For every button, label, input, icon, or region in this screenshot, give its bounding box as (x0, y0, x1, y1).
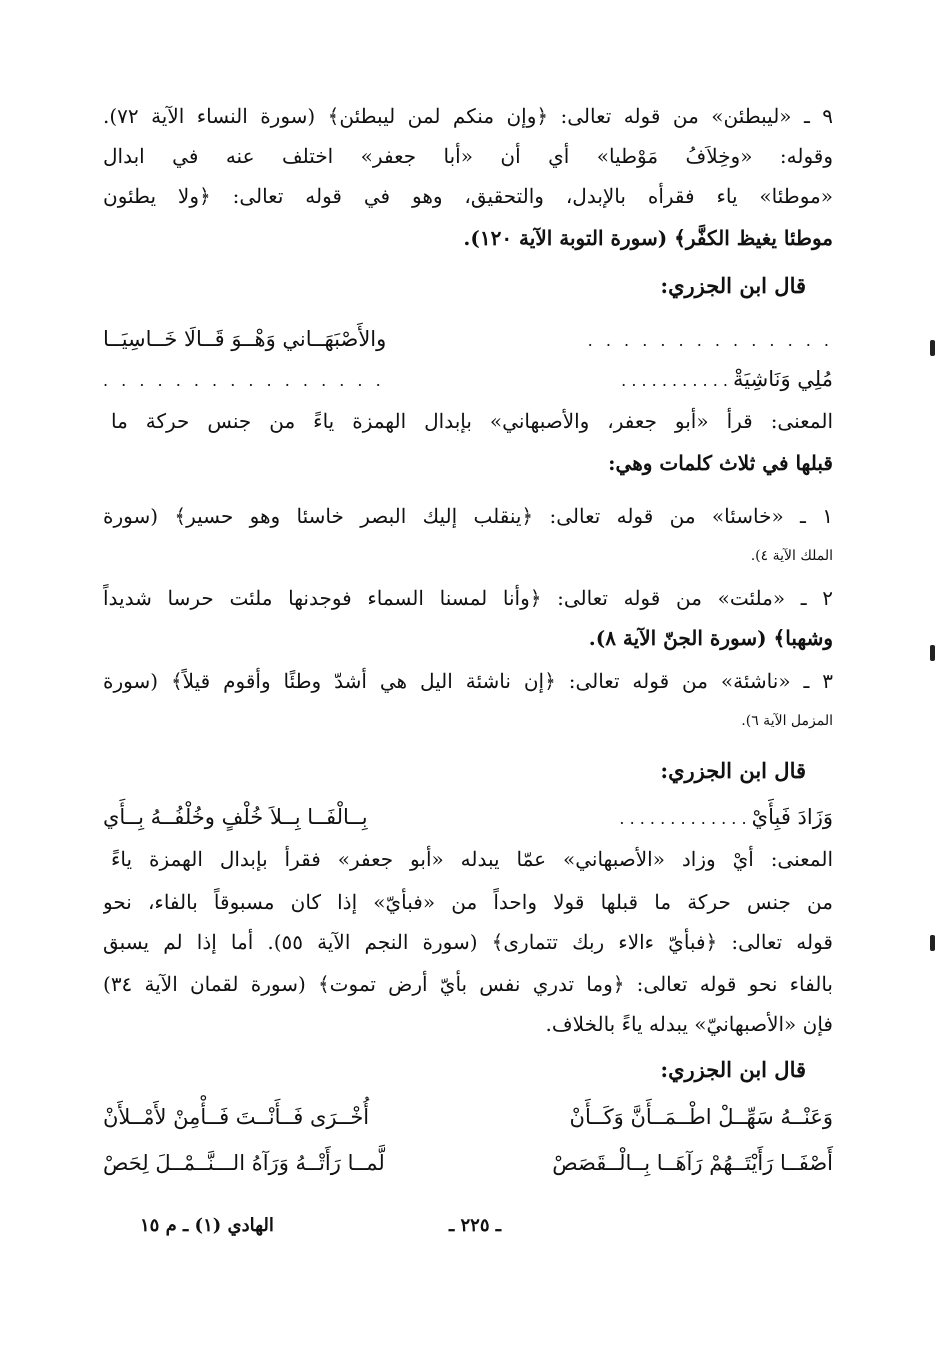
item-2-line-2: وشهبا﴾ (سورة الجنّ الآية ٨). (588, 626, 833, 650)
verse-dots: . . . . . . . . . . . (621, 371, 734, 390)
item-3-line-2: المزمل الآية ٦). (741, 713, 833, 729)
text-line (103, 1008, 833, 1040)
verse-row (103, 800, 833, 834)
text-line (111, 405, 833, 437)
meaning-2-line-4: بالفاء نحو قوله تعالى: ﴿وما تدري نفس بأيّ أرض تموت﴾ (سورة لقمان الآية ٣٤) (103, 972, 833, 996)
scan-mark (930, 645, 935, 661)
scan-mark (930, 935, 935, 951)
verse-hemistich-right (493, 362, 833, 398)
meaning-2-line-3: قوله تعالى: ﴿فبأيّ ءالاء ربك تتمارى﴾ (سورة النجم الآية ٥٥). أما إذا لم يسبق (103, 930, 833, 954)
verse-hemistich-left: لَّمــا رَأَتْــهُ وَرَآهُ الـــنَّــمْــلَ لِحَصْ (103, 1151, 385, 1175)
text-line (103, 140, 833, 172)
verse-hemistich-right: وَعَنْــهُ سَهِّــلْ اطْــمَــأَنَّ وَكَــأَنْ (569, 1105, 833, 1129)
item-2-line-1: ٢ ـ «ملئت» من قوله تعالى: ﴿وأنا لمسنا السماء فوجدنها ملئت حرسا شديداً (103, 586, 833, 610)
meaning-2-line-2: من جنس حركة ما قبلها قولا واحداً من «فبأيّ» إذا كان مسبوقاً بالفاء، نحو (103, 890, 833, 914)
verse-row (103, 322, 833, 356)
text-line (103, 447, 833, 479)
verse-hemistich-left (103, 362, 443, 398)
text-line (103, 540, 833, 572)
verse-hemistich-left: والأَصْبَهَــاني وَهْــوَ قَــالَا خَــاسِيَــا (103, 327, 387, 351)
item-9-line-4: موطئا يغيظ الكفَّر﴾ (سورة التوبة الآية ١٢٠). (463, 226, 833, 250)
page-number: ـ ٢٢٥ ـ (448, 1215, 502, 1236)
verse-hemistich-left: أُخْــرَى فَــأَنْــتَ فَــأْمِنْ لأَمْــلأَنْ (103, 1105, 370, 1129)
item-3-line-1: ٣ ـ «ناشئة» من قوله تعالى: ﴿إن ناشئة اليل هي أشدّ وطئًا وأقوم قيلاً﴾ (سورة (103, 669, 833, 693)
item-1-line-2: الملك الآية ٤). (750, 548, 833, 564)
item-9-line-2: وقوله: «وخِلاَفُ مَوْطيا» أي أن «أبا جعفر» اختلف عنه في ابدال (103, 144, 833, 168)
text-line (103, 886, 833, 918)
verse-hemistich-right (493, 322, 833, 358)
section-heading: قال ابن الجزري: (660, 273, 806, 298)
verse-word: مُلِي وَنَاشِيَةْ (733, 367, 833, 391)
text-line (103, 705, 833, 737)
text-line (103, 926, 833, 958)
verse-dots: . . . . . . . . . . . . . . . . (103, 371, 385, 390)
item-1-line-1: ١ ـ «خاسئا» من قوله تعالى: ﴿ينقلب إليك البصر خاسئا وهو حسير﴾ (سورة (103, 504, 833, 528)
verse-word: وَزَادَ فَبِأَيْ (751, 805, 833, 829)
item-9-line-3: «موطئا» ياء فقرأه بالإبدل، والتحقيق، وهو في قوله تعالى: ﴿ولا يطئون (103, 184, 833, 208)
verse-dots: . . . . . . . . . . . . . . (587, 331, 833, 350)
scan-mark (930, 340, 935, 356)
meaning-1-line-1: المعنى: قرأ «أبو جعفر، والأصبهاني» بإبدال الهمزة ياءً من جنس حركة ما (111, 409, 833, 433)
section-heading: قال ابن الجزري: (660, 1057, 806, 1082)
text-line (103, 665, 833, 697)
verse-row (103, 1100, 833, 1134)
meaning-2-line-5: فإن «الأصبهانيّ» يبدله ياءً بالخلاف. (545, 1012, 833, 1036)
item-9-line-1: ٩ ـ «ليبطئن» من قوله تعالى: ﴿وإن منكم لمن ليبطئن﴾ (سورة النساء الآية ٧٢). (103, 104, 833, 128)
verse-hemistich-right: أَصْفَــا رَأَيْتَــهُمْ رَآهَــا بِــالْــقَصَصْ (552, 1151, 833, 1175)
text-line (103, 100, 833, 132)
text-line (103, 968, 833, 1000)
text-line (103, 622, 833, 654)
text-line (103, 500, 833, 532)
meaning-1-line-2: قبلها في ثلاث كلمات وهي: (608, 451, 833, 475)
verse-hemistich-right (493, 800, 833, 836)
verse-hemistich-left: بِــالْفَــا بِــلاَ خُلْفٍ وخُلْفُــهُ بِــأَي (103, 805, 368, 829)
text-line (111, 843, 833, 875)
verse-row (103, 362, 833, 396)
text-line (103, 180, 833, 212)
text-line (103, 582, 833, 614)
section-heading: قال ابن الجزري: (660, 758, 806, 783)
text-line (103, 222, 833, 254)
footer-signature: الهادي (١) ـ م ١٥ (140, 1215, 274, 1236)
verse-row (103, 1146, 833, 1180)
verse-dots: . . . . . . . . . . . . . (619, 809, 752, 828)
meaning-2-line-1: المعنى: أيْ وزاد «الأصبهاني» عمّا يبدله «أبو جعفر» فقرأ بإبدال الهمزة ياءً (111, 847, 833, 871)
